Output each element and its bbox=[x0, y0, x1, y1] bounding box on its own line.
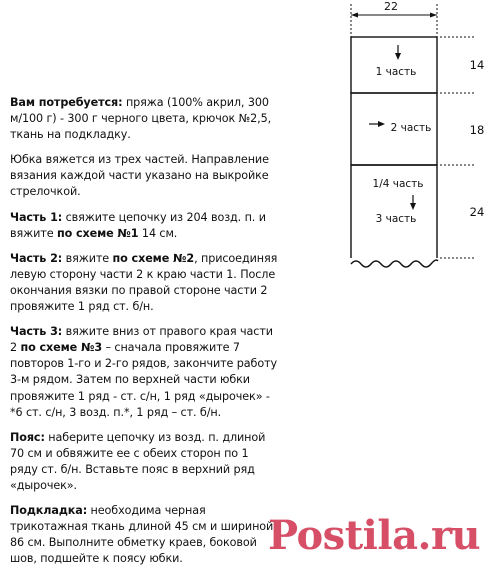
part2-text1: вяжите bbox=[62, 251, 113, 265]
section-1-outline bbox=[351, 37, 437, 93]
intro-paragraph: Юбка вяжется из трех частей. Направление вязания каждой части указано на выкройке стрелочкой. bbox=[10, 153, 269, 199]
arrow-down-part3-icon bbox=[410, 203, 416, 210]
postila-watermark bbox=[268, 512, 480, 559]
part3-text1: вяжите вниз от правого края части 2 bbox=[10, 325, 273, 355]
part1-text2: 14 см. bbox=[138, 226, 178, 240]
part1-paragraph bbox=[10, 210, 278, 242]
belt-text: наберите цепочку из возд. п. длиной 70 см и обвяжите ее с обеих сторон по 1 ряду ст. б/н. Вставьте пояс в верхний ряд «дырочек». bbox=[10, 430, 266, 492]
belt-paragraph bbox=[10, 430, 278, 494]
section-2-height-label: 18 bbox=[469, 123, 485, 137]
part2-text2: , присоединяя левую сторону части 2 к краю части 1. После окончания вязки по правой стороне части 2 провяжите 1 ряд ст. б/н. bbox=[10, 251, 278, 314]
section-1-height-label: 14 bbox=[469, 58, 485, 72]
part1-scheme: по схеме №1 bbox=[56, 226, 139, 240]
arrow-down-part1-icon bbox=[395, 53, 401, 60]
section-3-label: 3 часть bbox=[375, 213, 417, 225]
belt-title: Пояс: bbox=[10, 430, 45, 444]
width-label: 22 bbox=[384, 0, 398, 13]
section-2-label: 2 часть bbox=[390, 122, 432, 134]
part1-title: Часть 1: bbox=[10, 210, 63, 224]
part1-text1: свяжите цепочку из 204 возд. п. и вяжите bbox=[10, 210, 266, 240]
dimension-arrowhead-left bbox=[351, 13, 358, 18]
part2-title: Часть 2: bbox=[10, 251, 63, 265]
part3-scheme: по схеме №3 bbox=[20, 341, 103, 355]
watermark-left: Postila bbox=[268, 512, 418, 559]
section-3-height-label: 24 bbox=[469, 205, 485, 219]
section-1-label: 1 часть bbox=[375, 66, 417, 78]
wavy-hem-edge bbox=[351, 260, 438, 267]
section-3-top-label: 1/4 часть bbox=[372, 178, 424, 190]
watermark-right: ru bbox=[430, 512, 481, 559]
instructions-text bbox=[10, 95, 278, 576]
lining-title: Подкладка: bbox=[10, 504, 88, 518]
part2-scheme: по схеме №2 bbox=[112, 251, 195, 265]
arrow-right-part2-icon bbox=[378, 121, 385, 127]
materials-title: Вам потребуется: bbox=[10, 96, 123, 109]
materials-paragraph bbox=[10, 95, 278, 143]
part2-paragraph bbox=[10, 251, 278, 315]
part3-text2: – сначала провяжите 7 повторов 1-го и 2-го рядов, закончите работу 3-м рядом. Затем по верхней части юбки провяжите 1 ряд - ст. с/н, 1 ряд «дырочек» - *6 ст. с/н, 3 возд. п.*, 1 ряд – ст. б/н. bbox=[10, 341, 278, 419]
part3-paragraph bbox=[10, 324, 278, 421]
watermark-dot: . bbox=[417, 512, 431, 559]
lining-paragraph bbox=[10, 503, 278, 567]
lining-text: необходима черная трикотажная ткань длиной 45 см и шириной 86 см. Выполните обметку краев, боковой шов, подшейте к поясу юбки. bbox=[10, 504, 274, 566]
dimension-arrowhead-right bbox=[430, 13, 437, 18]
materials-text: пряжа (100% акрил, 300 м/100 г) - 300 г черного цвета, крючок №2,5, ткань на подкладку. bbox=[10, 96, 272, 142]
part3-title: Часть 3: bbox=[10, 325, 63, 339]
